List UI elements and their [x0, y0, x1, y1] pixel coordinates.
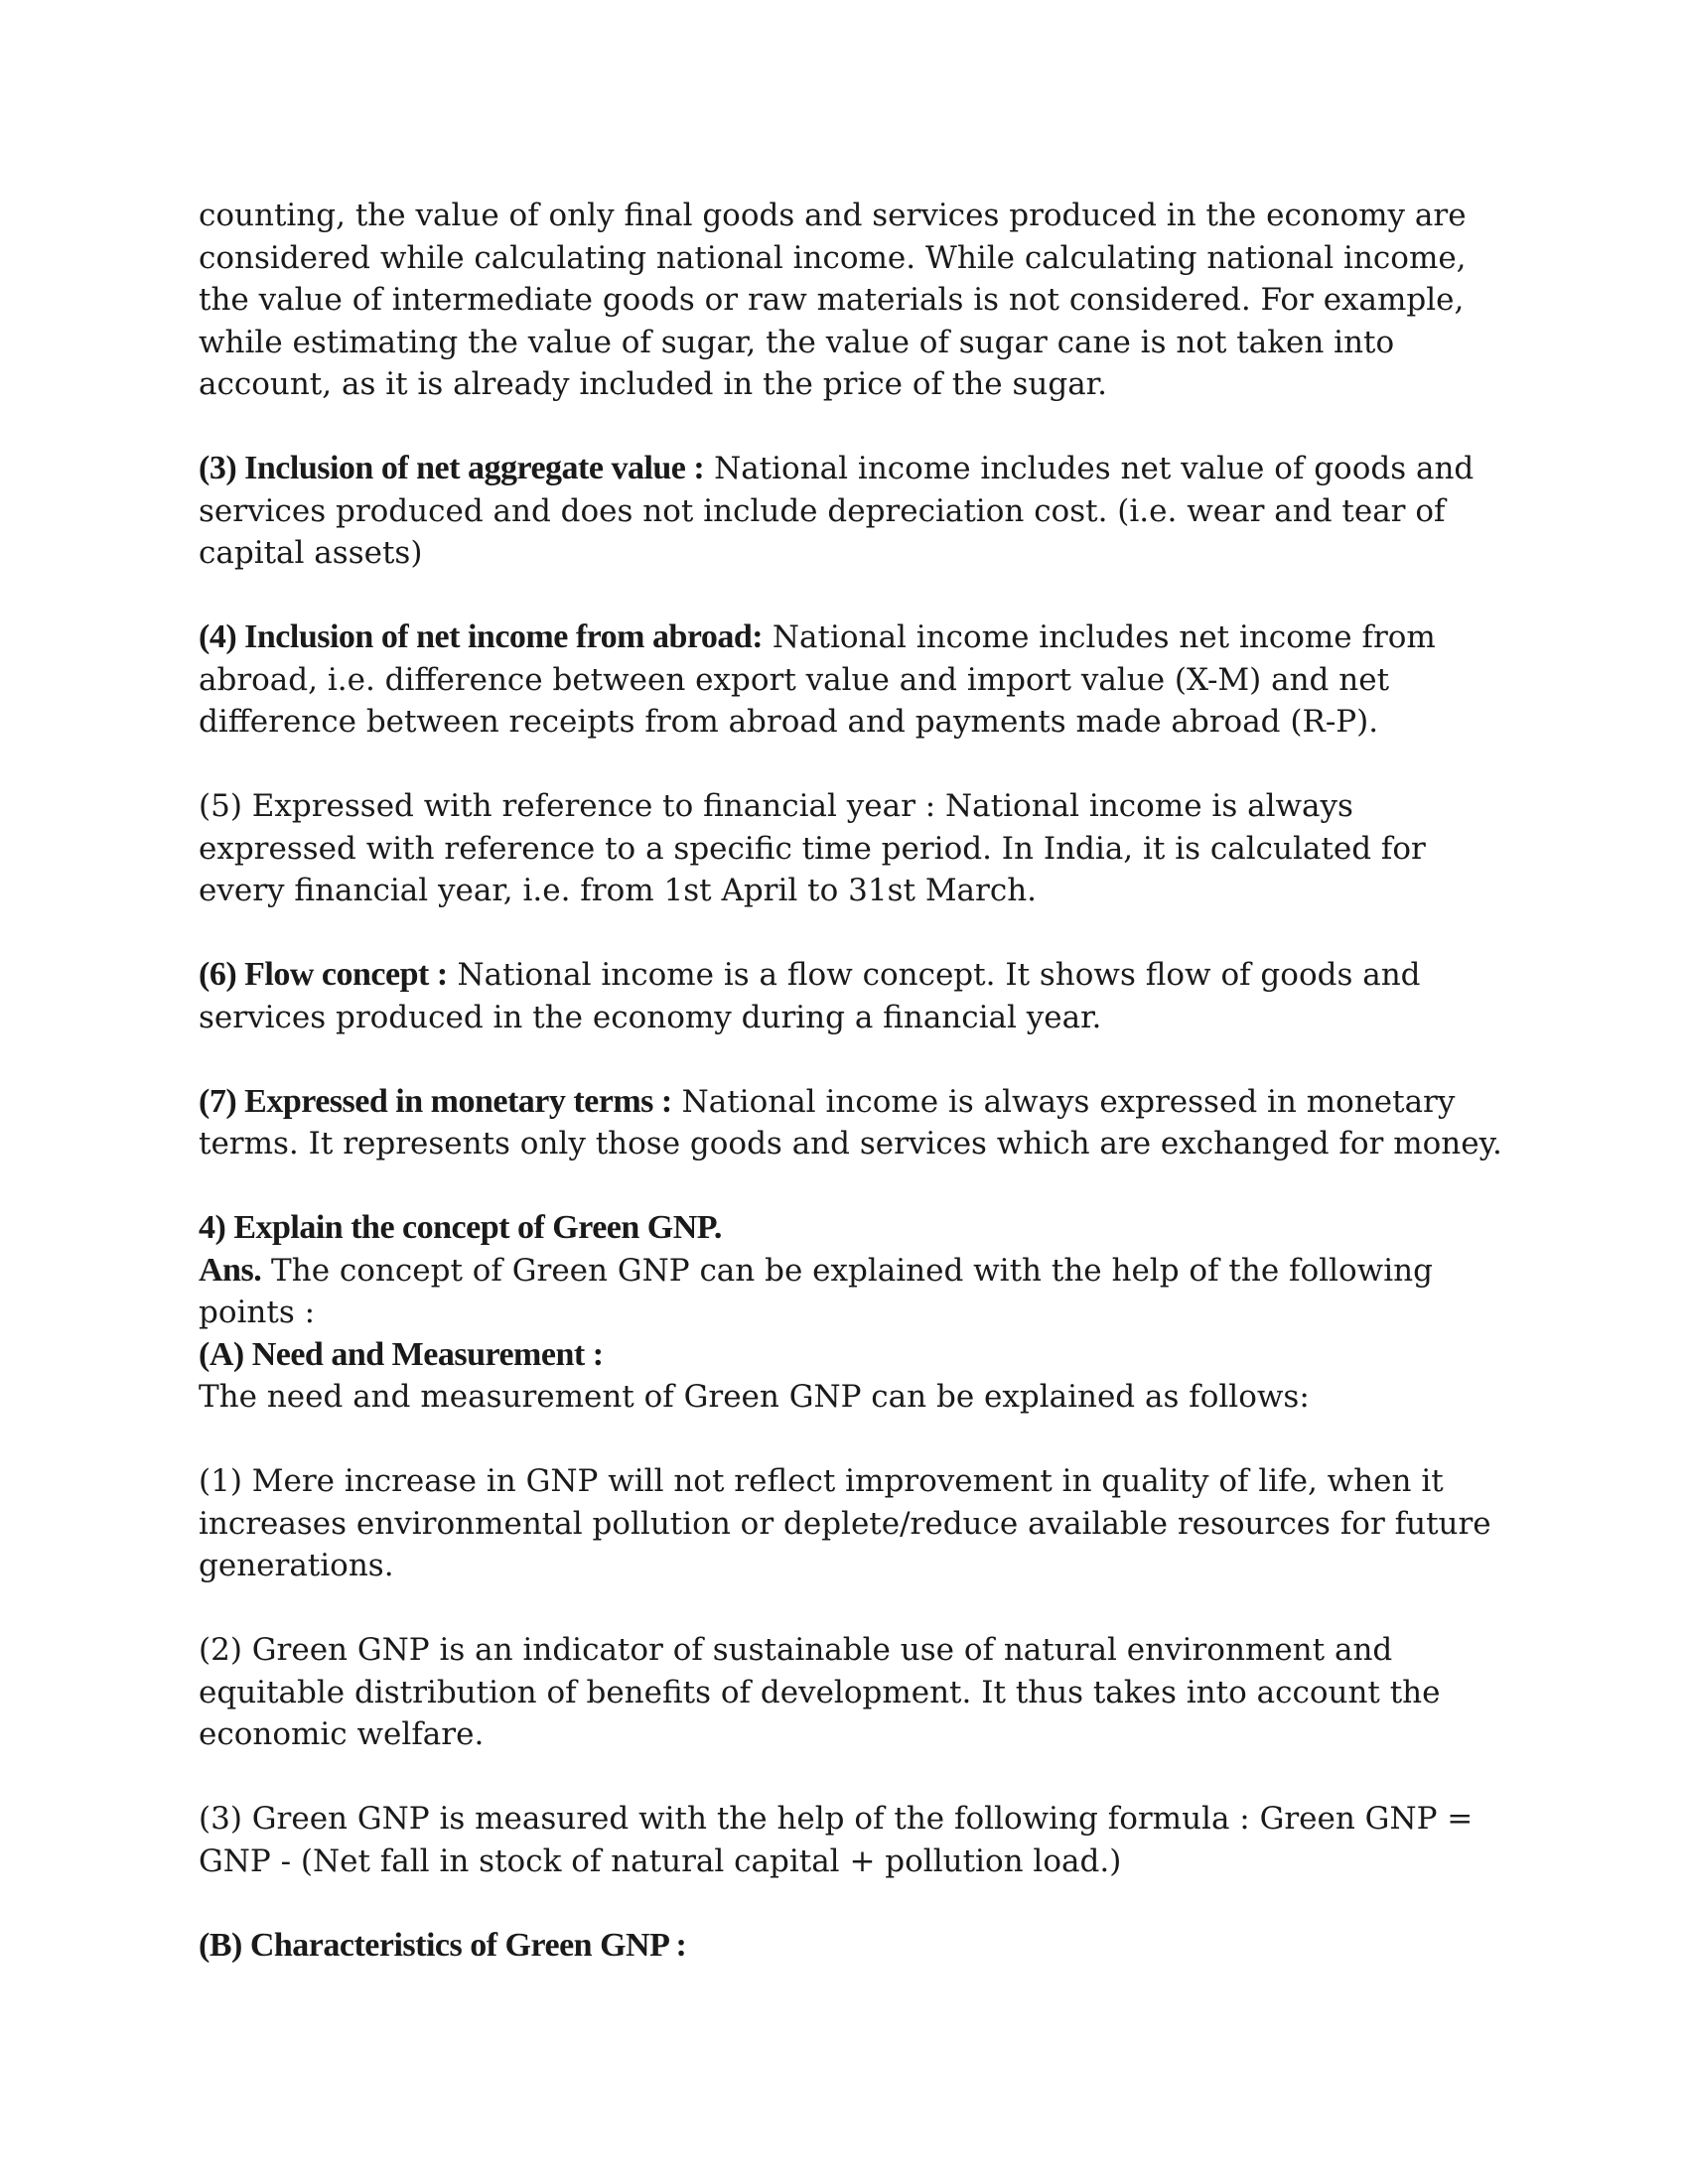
paragraph-7-lead: (7) Expressed in monetary terms : — [199, 1082, 672, 1120]
section-a-heading: (A) Need and Measurement : — [199, 1335, 604, 1373]
answer-lead: Ans. — [199, 1251, 262, 1289]
paragraph-3 — [199, 448, 1509, 575]
paragraph-7 — [199, 1081, 1509, 1165]
paragraph-6-lead: (6) Flow concept : — [199, 956, 448, 993]
answer-paragraph — [199, 1250, 1509, 1334]
paragraph-5: (5) Expressed with reference to financial year : National income is always expressed with reference to a specific time period. In India, it is calculated for every financial year, i.e. from 1st April to 31st March. — [199, 788, 1426, 908]
section-a-intro: The need and measurement of Green GNP can be explained as follows: — [199, 1379, 1310, 1415]
paragraph-4-lead: (4) Inclusion of net income from abroad: — [199, 618, 764, 655]
paragraph-3-text: National income includes net value of goods and services produced and does not include depreciation cost. (i.e. wear and tear of capital assets) — [199, 451, 1475, 571]
section-a-point-1: (1) Mere increase in GNP will not reflect improvement in quality of life, when it increases environmental pollution or deplete/reduce available resources for future generations. — [199, 1463, 1491, 1583]
paragraph-6 — [199, 954, 1509, 1038]
paragraph-intro: counting, the value of only final goods and services produced in the economy are considered while calculating national income. While calculating national income, the value of intermediate goods or raw materials is not considered. For example, while estimating the value of sugar, the value of sugar cane is not taken into account, as it is already included in the price of the sugar. — [199, 198, 1467, 402]
answer-text: The concept of Green GNP can be explained with the help of the following points : — [199, 1252, 1433, 1330]
paragraph-7-text: National income is always expressed in monetary terms. It represents only those goods and services which are exchanged for money. — [199, 1083, 1502, 1161]
paragraph-4 — [199, 616, 1509, 744]
document-page — [199, 195, 1509, 1967]
section-a-point-3: (3) Green GNP is measured with the help of the following formula : Green GNP = GNP - (Net fall in stock of natural capital + pollution load.) — [199, 1801, 1474, 1879]
section-a-point-2: (2) Green GNP is an indicator of sustainable use of natural environment and equitable distribution of benefits of development. It thus takes into account the economic welfare. — [199, 1632, 1441, 1752]
question-4-heading: 4) Explain the concept of Green GNP. — [199, 1209, 722, 1246]
section-b-heading: (B) Characteristics of Green GNP : — [199, 1926, 687, 1964]
paragraph-6-text: National income is a flow concept. It shows flow of goods and services produced in the economy during a financial year. — [199, 957, 1421, 1035]
paragraph-3-lead: (3) Inclusion of net aggregate value : — [199, 450, 705, 486]
paragraph-4-text: National income includes net income from abroad, i.e. difference between export value and import value (X-M) and net difference between receipts from abroad and payments made abroad (R-P). — [199, 619, 1436, 740]
